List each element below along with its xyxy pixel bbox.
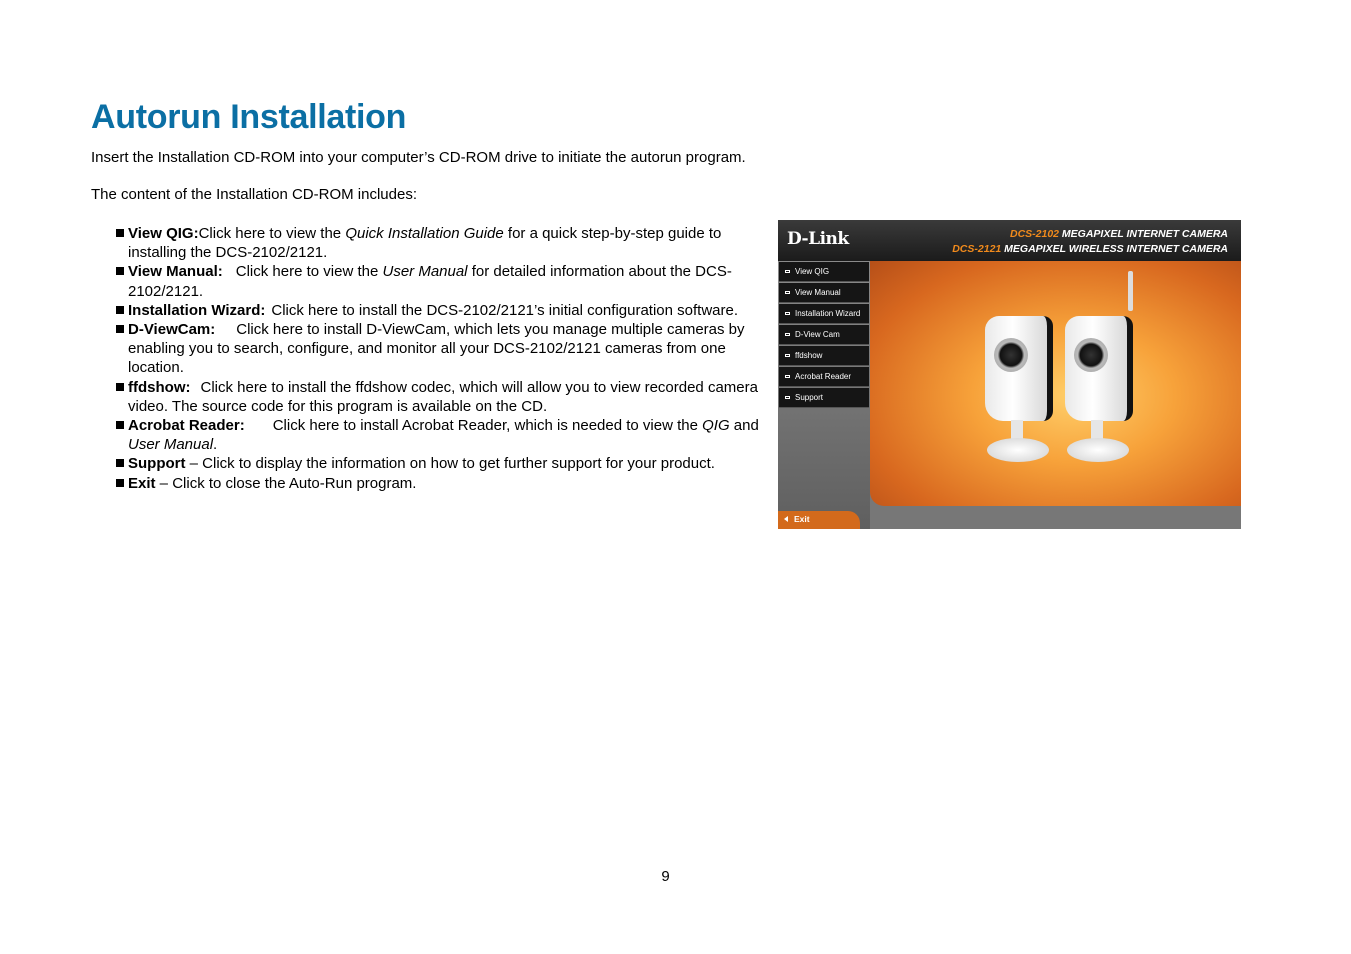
square-bullet-icon — [116, 383, 124, 391]
page-title: Autorun Installation — [91, 98, 407, 136]
square-bullet-icon — [116, 479, 124, 487]
list-item-exit: Exit – Click to close the Auto-Run program. — [116, 474, 771, 493]
antenna-icon — [1128, 271, 1133, 311]
content-intro: The content of the Installation CD-ROM includes: — [91, 186, 417, 203]
menu-arrow-icon — [785, 375, 790, 378]
product-title-2: DCS-2121 MEGAPIXEL WIRELESS INTERNET CAMERA — [952, 243, 1228, 255]
dlink-logo: D-Link — [787, 229, 849, 249]
menu-arrow-icon — [785, 396, 790, 399]
menu-arrow-icon — [785, 333, 790, 336]
list-item-view-qig: View QIG:Click here to view the Quick Installation Guide for a quick step-by-step guide to installing the DCS-2102/2121. — [116, 224, 771, 262]
square-bullet-icon — [116, 267, 124, 275]
menu-installation-wizard[interactable]: Installation Wizard — [779, 304, 869, 324]
intro-paragraph: Insert the Installation CD-ROM into your computer’s CD-ROM drive to initiate the autorun program. — [91, 149, 746, 166]
left-arrow-icon — [784, 516, 788, 522]
square-bullet-icon — [116, 325, 124, 333]
list-item-ffdshow: ffdshow: Click here to install the ffdshow codec, which will allow you to view recorded camera video. The source code for this program is available on the CD. — [116, 378, 771, 416]
square-bullet-icon — [116, 306, 124, 314]
square-bullet-icon — [116, 459, 124, 467]
camera-product-image — [870, 261, 1241, 506]
menu-support[interactable]: Support — [779, 388, 869, 408]
square-bullet-icon — [116, 229, 124, 237]
menu-arrow-icon — [785, 291, 790, 294]
menu-d-view-cam[interactable]: D-View Cam — [779, 325, 869, 345]
list-item-d-viewcam: D-ViewCam: Click here to install D-ViewCam, which lets you manage multiple cameras by enabling you to search, configure, and monitor all your DCS-2102/2121 cameras from one location. — [116, 320, 771, 378]
square-bullet-icon — [116, 421, 124, 429]
list-item-acrobat-reader: Acrobat Reader: Click here to install Acrobat Reader, which is needed to view the QIG and User Manual. — [116, 416, 771, 454]
list-item-view-manual: View Manual: Click here to view the User Manual for detailed information about the DCS-2102/2121. — [116, 262, 771, 300]
list-item-support: Support – Click to display the information on how to get further support for your product. — [116, 454, 771, 473]
product-title-1: DCS-2102 MEGAPIXEL INTERNET CAMERA — [1009, 228, 1228, 240]
page-number: 9 — [661, 868, 670, 885]
autorun-screenshot — [778, 220, 1241, 529]
menu-arrow-icon — [785, 270, 790, 273]
list-item-installation-wizard: Installation Wizard: Click here to install the DCS-2102/2121’s initial configuration software. — [116, 301, 771, 320]
menu-view-manual[interactable]: View Manual — [779, 283, 869, 303]
menu-ffdshow[interactable]: ffdshow — [779, 346, 869, 366]
menu-view-qig[interactable]: View QIG — [779, 262, 869, 282]
menu-arrow-icon — [785, 312, 790, 315]
cd-content-list — [116, 224, 771, 493]
menu-arrow-icon — [785, 354, 790, 357]
autorun-header — [778, 220, 1241, 261]
autorun-menu — [778, 261, 870, 529]
exit-button[interactable]: Exit — [778, 511, 860, 529]
menu-acrobat-reader[interactable]: Acrobat Reader — [779, 367, 869, 387]
